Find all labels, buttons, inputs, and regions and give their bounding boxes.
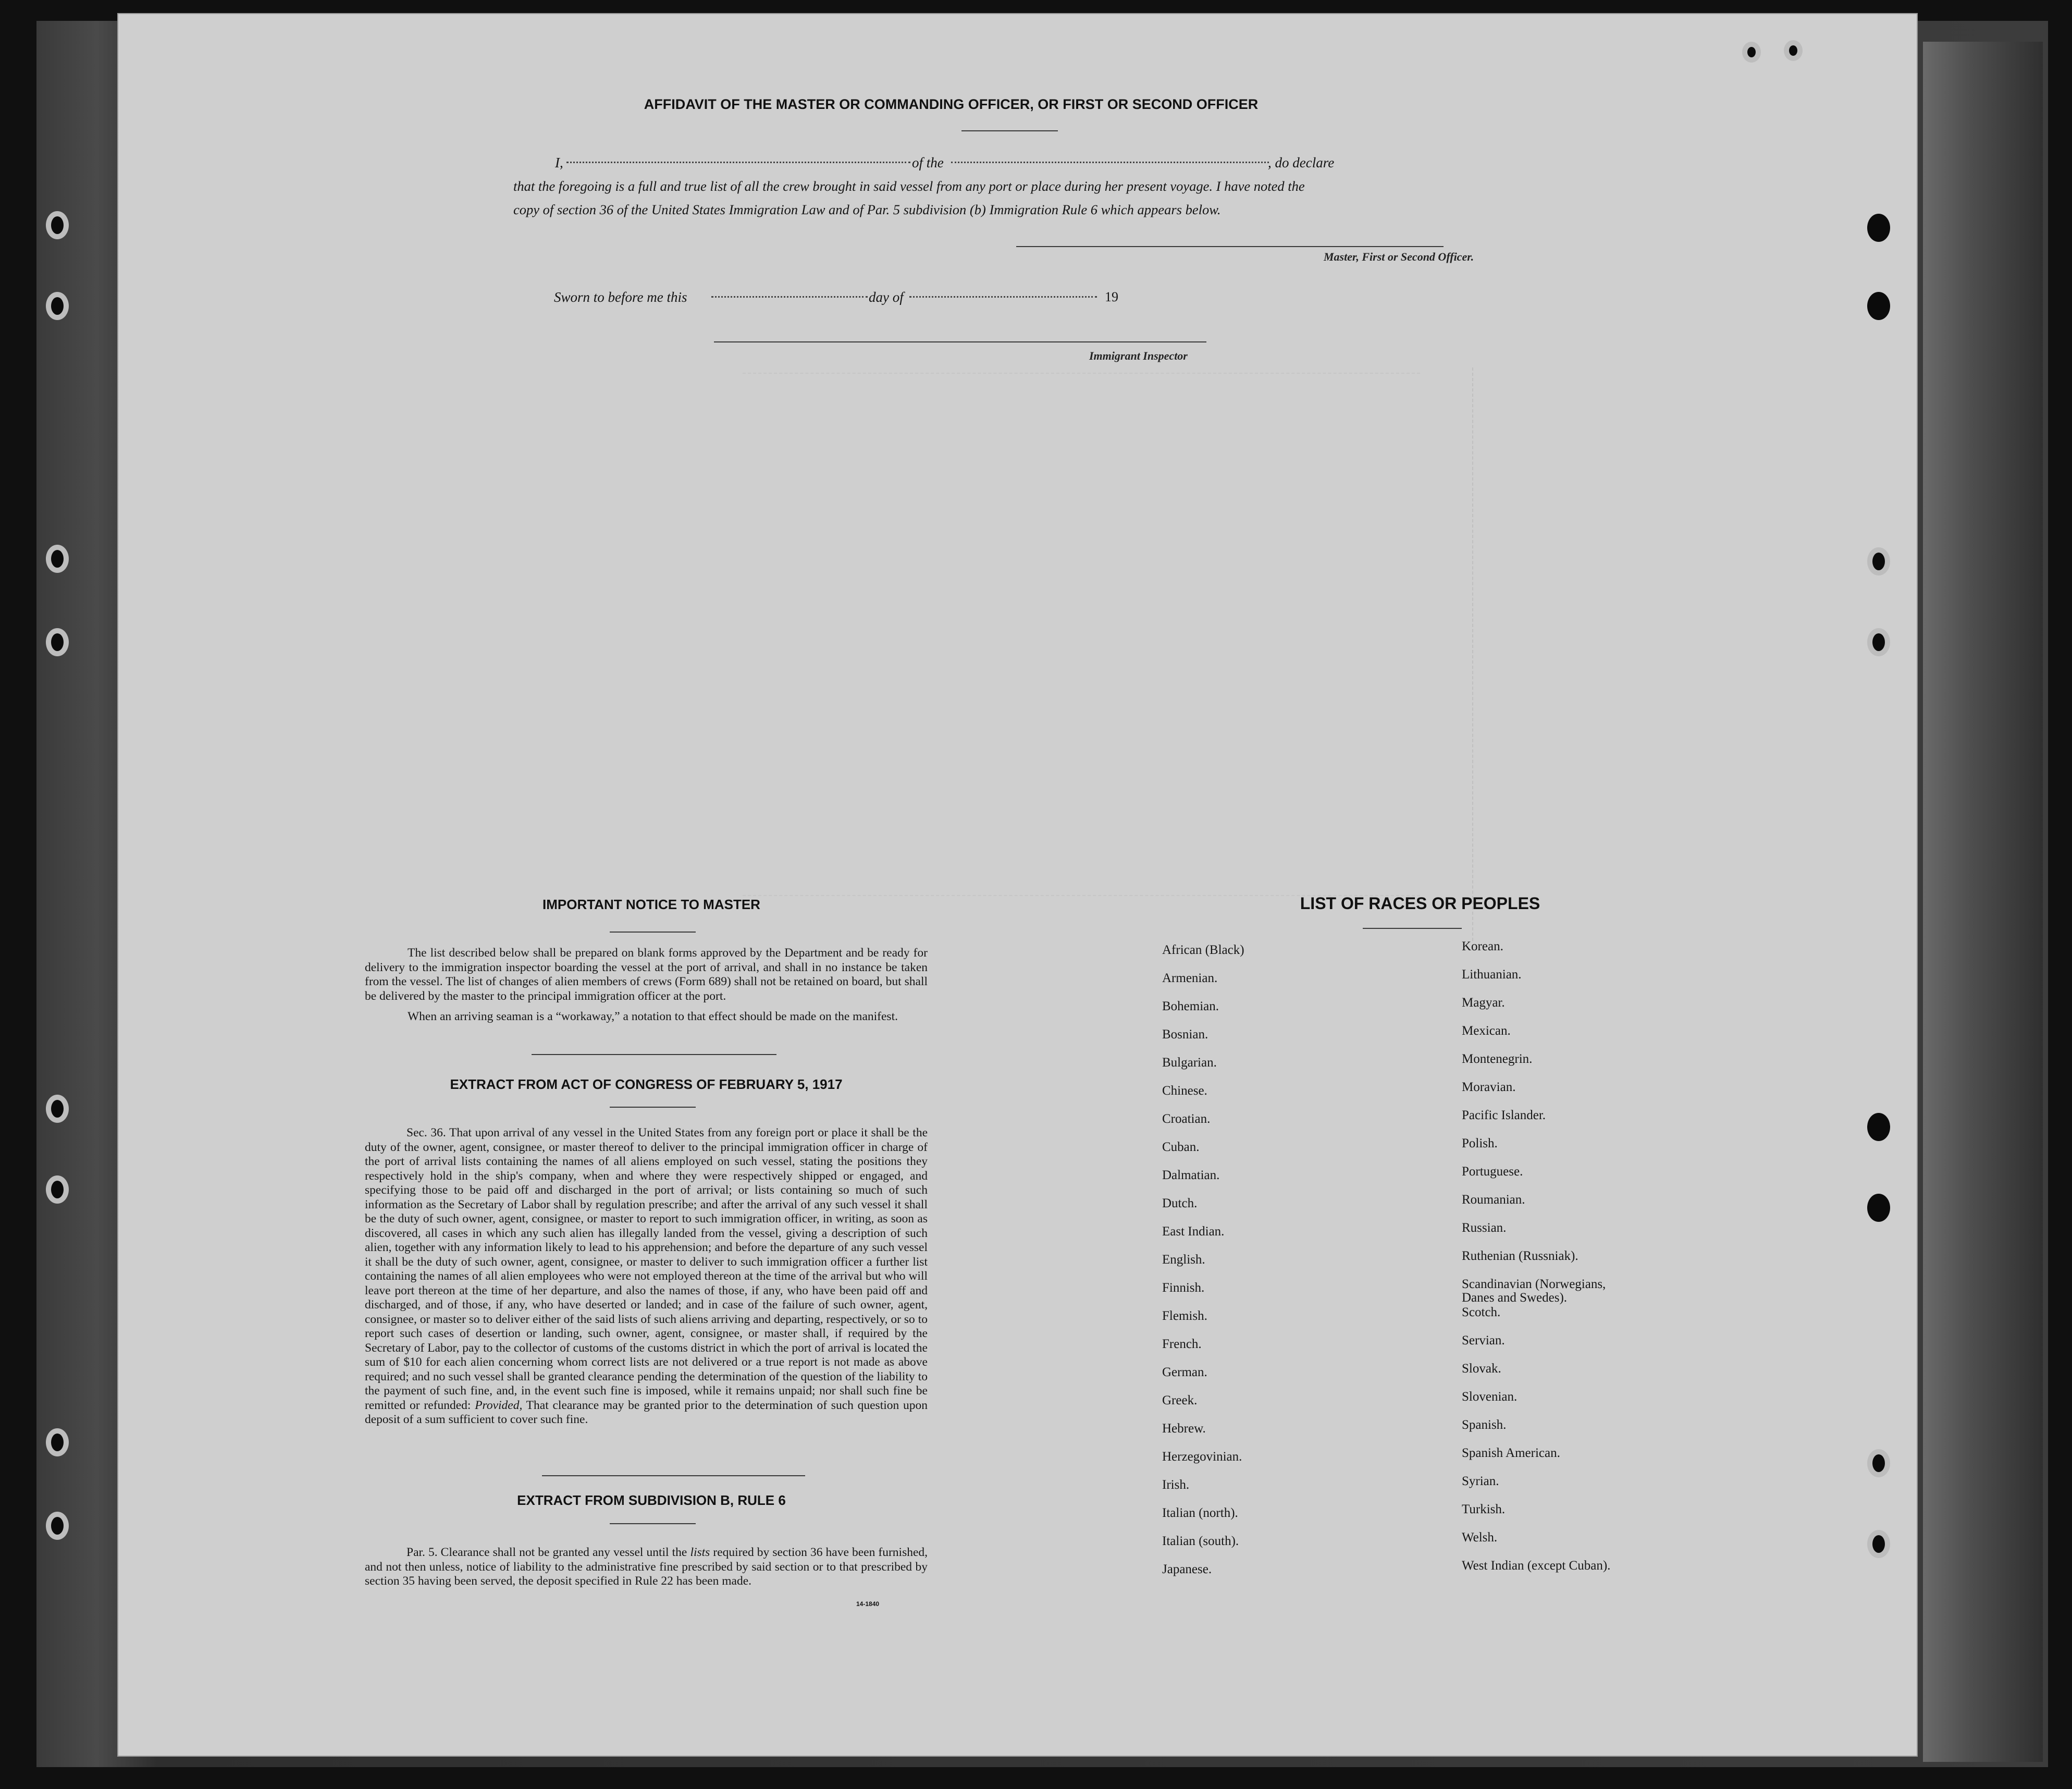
provided-word: Provided,: [475, 1398, 523, 1412]
races-right-column: [1462, 940, 1795, 1587]
affidavit-of-the: of the: [912, 155, 944, 170]
race-item: Moravian.: [1462, 1080, 1516, 1094]
affidavit-line-3: copy of section 36 of the United States Immigration Law and of Par. 5 subdivision (b) Immigration Rule 6 which appears below.: [513, 202, 1221, 217]
act-extract-underline: [610, 1107, 696, 1108]
rule-text-start: Par. 5. Clearance shall not be granted any vessel until the: [406, 1546, 687, 1559]
race-item: Servian.: [1462, 1333, 1505, 1347]
race-item: Herzegovinian.: [1162, 1450, 1242, 1464]
race-item: Bulgarian.: [1162, 1056, 1217, 1070]
race-item: Italian (south).: [1162, 1534, 1239, 1548]
race-item: Slovenian.: [1462, 1390, 1518, 1404]
punch-hole: [1867, 1449, 1890, 1477]
races-title: LIST OF RACES OR PEOPLES: [1300, 894, 1540, 913]
race-item: Finnish.: [1162, 1281, 1205, 1295]
binder-hole: [46, 1175, 69, 1204]
punch-hole: [1784, 40, 1803, 61]
punch-hole: [1867, 1530, 1890, 1558]
title-underline: [961, 130, 1058, 131]
race-item: Hebrew.: [1162, 1422, 1206, 1436]
rule-extract-title: EXTRACT FROM SUBDIVISION B, RULE 6: [517, 1492, 786, 1508]
sworn-year: 19: [1105, 289, 1118, 304]
race-item: Bosnian.: [1162, 1027, 1208, 1041]
race-item: Scotch.: [1462, 1305, 1501, 1319]
notice-paragraph-2: When an arriving seaman is a “workaway,” a notation to that effect should be made on the manifest.: [408, 1010, 898, 1023]
race-item: Montenegrin.: [1462, 1052, 1533, 1066]
race-item: Croatian.: [1162, 1112, 1211, 1126]
section-divider: [542, 1475, 805, 1476]
punch-hole: [1742, 42, 1761, 63]
race-item: Pacific Islander.: [1462, 1108, 1546, 1122]
race-item: Magyar.: [1462, 996, 1505, 1010]
race-item: Spanish.: [1462, 1418, 1507, 1432]
act-extract-title: EXTRACT FROM ACT OF CONGRESS OF FEBRUARY 5, 1917: [450, 1076, 843, 1092]
affidavit-declare: , do declare: [1268, 155, 1335, 170]
race-item: Dalmatian.: [1162, 1168, 1220, 1182]
master-label: Master, First or Second Officer.: [1324, 250, 1474, 263]
binder-hole: [46, 545, 69, 573]
sworn-day-of: day of: [869, 289, 904, 305]
race-item: Scandinavian (Norwegians, Danes and Swedes).: [1462, 1277, 1606, 1305]
binder-hole: [46, 1095, 69, 1123]
race-item: Polish.: [1462, 1136, 1498, 1150]
section-label: Sec. 36.: [406, 1126, 446, 1139]
inspector-label: Immigrant Inspector: [1089, 349, 1188, 362]
section-divider: [532, 1054, 776, 1055]
binder-hole: [46, 211, 69, 239]
race-item: Ruthenian (Russniak).: [1462, 1249, 1578, 1263]
race-item: Turkish.: [1462, 1502, 1506, 1516]
race-item: West Indian (except Cuban).: [1462, 1559, 1611, 1573]
affidavit-title: AFFIDAVIT OF THE MASTER OR COMMANDING OFFICER, OR FIRST OR SECOND OFFICER: [644, 96, 1259, 112]
binder-hole: [46, 292, 69, 320]
rule-extract-underline: [610, 1523, 696, 1524]
act-extract-body: [365, 1126, 928, 1427]
document-page: [117, 13, 1918, 1757]
races-underline: [1363, 928, 1462, 929]
rule-text-end: required by section 36 have been furnished, and not then unless, notice of liability to the administrative fine prescribed by said section or to that prescribed by section 35 having been served, the deposit specified in Rule 22 has been made.: [365, 1546, 928, 1588]
vessel-name-field[interactable]: [951, 162, 1269, 163]
race-item: Greek.: [1162, 1393, 1198, 1407]
race-item: Korean.: [1462, 939, 1503, 953]
race-item: Russian.: [1462, 1221, 1507, 1235]
punch-hole: [1867, 628, 1890, 656]
punch-hole: [1867, 1113, 1890, 1141]
punch-hole: [1867, 214, 1890, 242]
race-item: Chinese.: [1162, 1084, 1207, 1098]
sworn-prefix: Sworn to before me this: [554, 289, 687, 305]
punch-hole: [1867, 1194, 1890, 1222]
lists-word: lists: [690, 1546, 710, 1559]
rule-extract-body: [365, 1546, 928, 1589]
binder-hole: [46, 628, 69, 656]
master-signature-line[interactable]: [1016, 246, 1444, 247]
race-item: Spanish American.: [1462, 1446, 1560, 1460]
binder-hole: [46, 1512, 69, 1540]
binding-strip: [1923, 42, 2043, 1762]
race-item: English.: [1162, 1253, 1205, 1267]
race-item: Flemish.: [1162, 1309, 1207, 1323]
race-item: Armenian.: [1162, 971, 1218, 985]
race-item: Cuban.: [1162, 1140, 1200, 1154]
race-item: Portuguese.: [1462, 1165, 1523, 1179]
section-36-text: That upon arrival of any vessel in the United States from any foreign port or place it shall be the duty of the owner, agent, consignee, or master thereof to deliver to the principal immigration officer in charge of the port of arrival lists containing the names of all aliens employed on such vessel, stating the positions they respectively hold in the ship's company, when and where they were respectively shipped or engaged, and specifying those to be paid off and discharged in the port of arrival; or lists containing so much of such information as the Secretary of Labor shall by regulation prescribe; and after the arrival of any such vessel it shall be the duty of such owner, agent, consignee, or master to report to such immigration officer, in writing, as soon as discovered, all cases in which any such alien has illegally landed from the vessel, giving a description of such alien, together with any information likely to lead to his apprehension; and before the departure of any such vessel it shall be the duty of such owner, agent, consignee, or master to deliver to such immigration officer a further list containing the names of all alien employees who were not employed thereon at the time of the arrival but who will leave port thereon at the time of her departure, and also the names of those, if any, who have been paid off and discharged, and of those, if any, who have deserted or landed; and in case of the failure of such owner, agent, consignee, or master so to deliver either of the said lists of such aliens arriving and departing, respectively, or so to report such cases of desertion or landing, such owner, agent, consignee, or master shall, if required by the Secretary of Labor, pay to the collector of customs of the customs district in which the port of arrival is located the sum of $10 for each alien concerning whom correct lists are not delivered or a true report is not made as above required; and no such vessel shall be granted clearance pending the determination of the question of the liability to the payment of such fine, and, in the event such fine is imposed, while it remains unpaid; nor shall such fine be remitted or refunded:: [365, 1126, 928, 1412]
race-item: Irish.: [1162, 1478, 1190, 1492]
races-left-column: [1162, 943, 1423, 1591]
race-item: Italian (north).: [1162, 1506, 1238, 1520]
notice-title: IMPORTANT NOTICE TO MASTER: [542, 897, 760, 912]
notice-underline: [610, 932, 696, 933]
bleed-through-text: [1472, 367, 1864, 941]
race-item: Slovak.: [1462, 1362, 1501, 1376]
notice-paragraph-1: The list described below shall be prepared on blank forms approved by the Department and be ready for delivery to the immigration inspector boarding the vessel at the port of arrival, and shall in no instance be taken from the vessel. The list of changes of alien members of crews (Form 689) shall not be retained on board, but shall be delivered by the master to the principal immigration officer at the port.: [365, 946, 928, 1003]
race-item: Roumanian.: [1462, 1193, 1525, 1207]
inspector-signature-line[interactable]: [714, 341, 1206, 342]
binder-hole: [46, 1428, 69, 1456]
race-item: African (Black): [1162, 943, 1244, 957]
section-36-ending: That clearance may be granted prior to the determination of such question upon deposit of a sum sufficient to cover such fine.: [365, 1398, 928, 1426]
race-item: Welsh.: [1462, 1530, 1498, 1545]
sworn-month-field[interactable]: [909, 296, 1097, 298]
race-item: Mexican.: [1462, 1024, 1511, 1038]
punch-hole: [1867, 292, 1890, 320]
affidavit-line-2: that the foregoing is a full and true list of all the crew brought in said vessel from any port or place during her present voyage. I have noted the: [513, 178, 1305, 194]
punch-hole: [1867, 547, 1890, 575]
race-item: German.: [1162, 1365, 1207, 1379]
race-item: Dutch.: [1162, 1196, 1198, 1210]
bleed-through-text: [743, 373, 1420, 896]
affidavit-i: I,: [555, 155, 563, 170]
race-item: Japanese.: [1162, 1562, 1212, 1576]
race-item: East Indian.: [1162, 1224, 1225, 1239]
sworn-day-field[interactable]: [711, 296, 868, 298]
form-number: 14-1840: [856, 1600, 880, 1608]
race-item: Bohemian.: [1162, 999, 1219, 1013]
declarant-name-field[interactable]: [566, 162, 910, 163]
race-item: French.: [1162, 1337, 1202, 1351]
race-item: Lithuanian.: [1462, 967, 1522, 982]
race-item: Syrian.: [1462, 1474, 1499, 1488]
